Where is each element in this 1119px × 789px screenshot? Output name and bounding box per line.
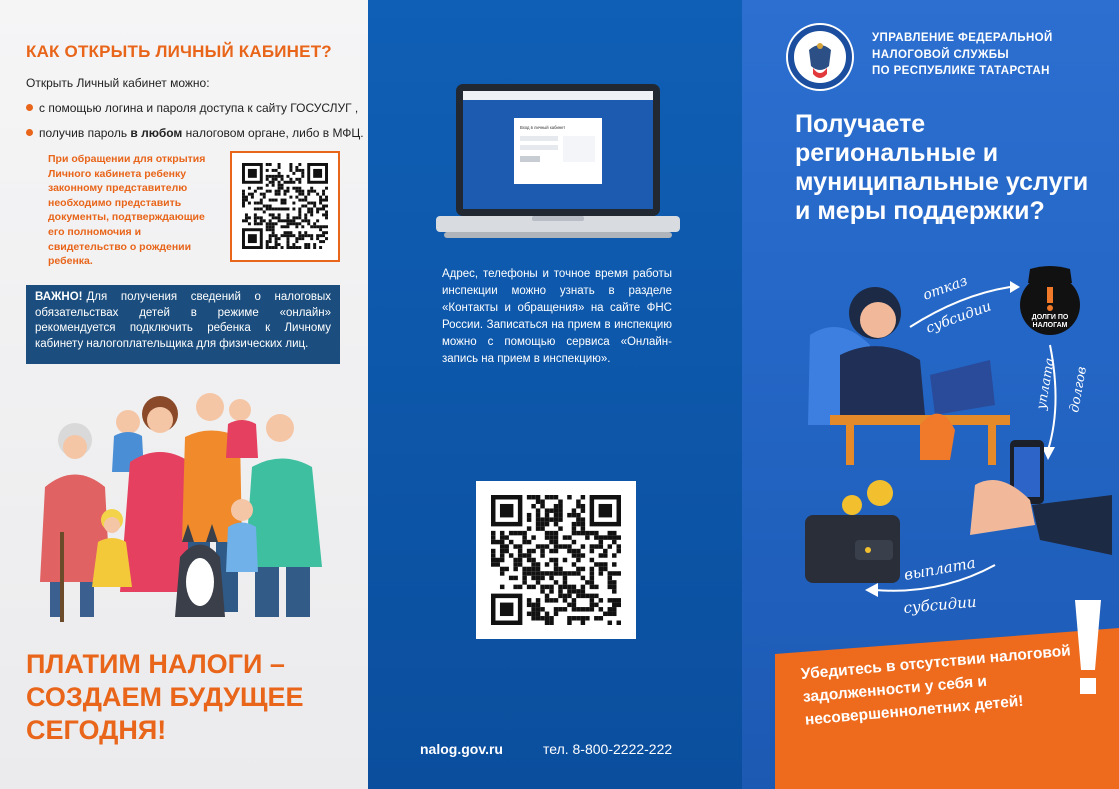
how-to-open-title: КАК ОТКРЫТЬ ЛИЧНЫЙ КАБИНЕТ? bbox=[26, 42, 332, 61]
bullet-text: с помощью логина и пароля доступа к сайту ГОСУСЛУГ , bbox=[39, 101, 359, 115]
bullet-gosuslugi bbox=[26, 101, 358, 115]
bullet-text-post: налоговом органе, либо в МФЦ. bbox=[182, 126, 364, 140]
org-line-1: УПРАВЛЕНИЕ ФЕДЕРАЛЬНОЙ bbox=[872, 32, 1053, 44]
org-line-2: НАЛОГОВОЙ СЛУЖБЫ bbox=[872, 48, 1010, 61]
important-text: Для получения сведений о налоговых обязательствах детей в режиме «онлайн» рекомендуется подключить ребенка к Личному кабинету налогоплательщика для физических лиц. bbox=[35, 291, 331, 350]
weight-label-2: НАЛОГАМ bbox=[1032, 322, 1068, 329]
headline: Получаете региональные и муниципальные услуги и меры поддержки? bbox=[795, 110, 1089, 225]
bullet-text-pre: получив пароль bbox=[39, 126, 131, 140]
refusal-label-2: субсидии bbox=[923, 298, 994, 337]
bullet-dot-icon bbox=[26, 104, 33, 111]
qr-code-icon bbox=[490, 495, 622, 625]
payment-label-1: уплата bbox=[1034, 356, 1058, 411]
org-line-3: ПО РЕСПУБЛИКЕ ТАТАРСТАН bbox=[872, 65, 1050, 77]
warning-text: Убедитесь в отсутствии налоговой задолженности у себя и несовершеннолетних детей! bbox=[800, 642, 1072, 729]
bullet-tax-office bbox=[26, 126, 364, 140]
family-illustration bbox=[30, 392, 340, 624]
organization-name bbox=[872, 30, 1102, 80]
contacts-text: Адрес, телефоны и точное время работы инспекции можно узнать в разделе «Контакты и обращения» на сайте ФНС России. Записаться на прием в инспекцию можно с помощью сервиса «Онлайн-запись на прием в инспекцию». bbox=[442, 268, 672, 365]
exclamation-icon bbox=[1073, 600, 1103, 700]
important-box bbox=[26, 285, 340, 364]
qr-code-left[interactable] bbox=[230, 151, 340, 262]
refusal-label-1: отказ bbox=[920, 272, 970, 304]
payout-label-1: выплата bbox=[902, 553, 977, 584]
website-link[interactable]: nalog.gov.ru bbox=[420, 741, 503, 757]
payment-label-2: долгов bbox=[1067, 365, 1090, 414]
bullet-text-bold: в любом bbox=[130, 126, 183, 140]
qr-code-middle[interactable] bbox=[476, 481, 636, 639]
important-label: ВАЖНО! bbox=[35, 291, 83, 303]
intro-text: Открыть Личный кабинет можно: bbox=[26, 76, 210, 90]
fns-emblem-icon bbox=[785, 22, 855, 92]
weight-label-1: ДОЛГИ ПО bbox=[1031, 314, 1069, 321]
qr-code-icon bbox=[242, 163, 328, 249]
bullet-dot-icon bbox=[26, 129, 33, 136]
subsidy-illustration bbox=[800, 265, 1112, 620]
slogan: ПЛАТИМ НАЛОГИ – СОЗДАЕМ БУДУЩЕЕ СЕГОДНЯ! bbox=[26, 649, 304, 745]
child-note: При обращении для открытия Личного кабинета ребенку законному представителю необходимо представить документы, подтверждающие его полномочия и свидетельство о рождении ребенка. bbox=[48, 153, 206, 268]
laptop-screen-title: Вход в личный кабинет bbox=[520, 125, 566, 130]
phone-number: тел. 8-800-2222-222 bbox=[543, 741, 673, 757]
payout-label-2: субсидии bbox=[902, 592, 978, 617]
laptop-illustration bbox=[436, 82, 680, 250]
